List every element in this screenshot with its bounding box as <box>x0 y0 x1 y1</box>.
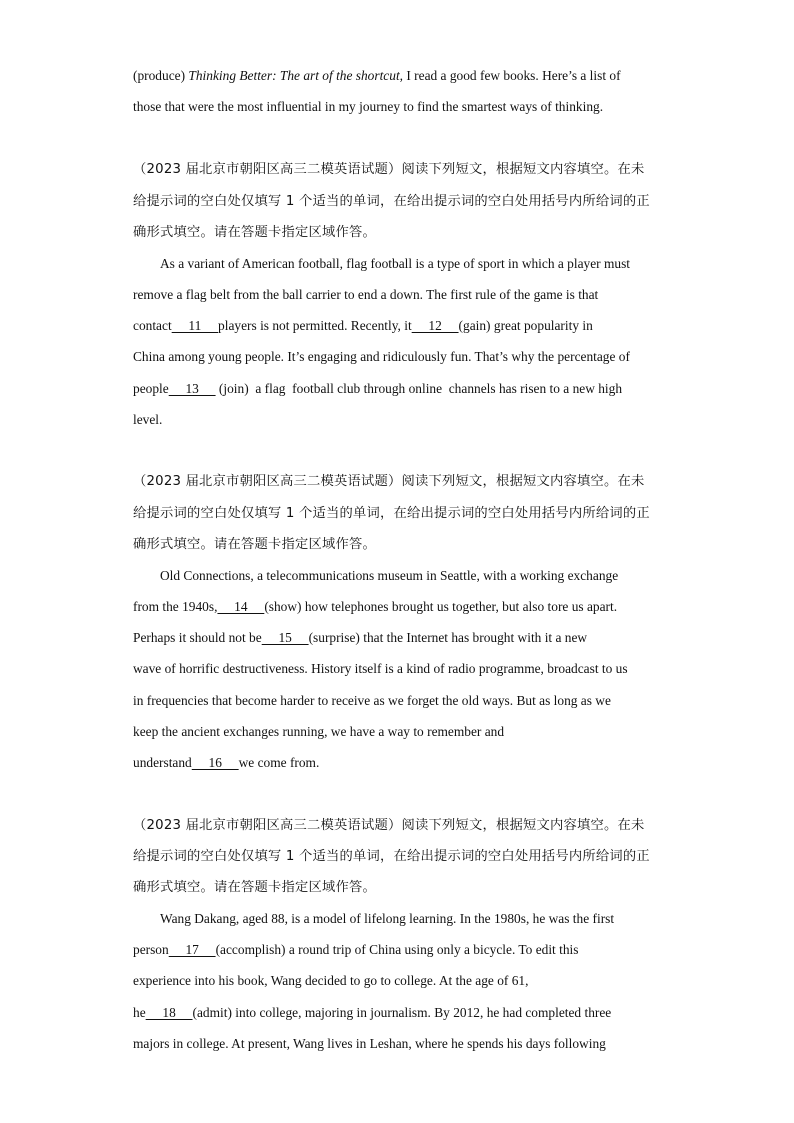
section-2-para-line: wave of horrific destructiveness. History itself is a kind of radio programme, broadcast to us <box>133 661 628 676</box>
text: person <box>133 942 169 957</box>
book-title: Thinking Better: The art of the shortcut, <box>188 68 404 83</box>
text: players is not permitted. Recently, it <box>218 318 412 333</box>
section-2-header-line-3: 确形式填空。请在答题卡指定区域作答。 <box>133 537 376 552</box>
blank-15[interactable]: 15 <box>261 630 309 645</box>
blank-11[interactable]: 11 <box>171 318 219 333</box>
section-3-para-line: majors in college. At present, Wang lives in Leshan, where he spends his days following <box>133 1036 606 1051</box>
section-1-para-line <box>133 318 593 334</box>
intro-text: (produce) <box>133 68 189 83</box>
section-1-header-line-2: 给提示词的空白处仅填写 1 个适当的单词，在给出提示词的空白处用括号内所给词的正 <box>133 194 650 209</box>
section-3-para-line: experience into his book, Wang decided to go to college. At the age of 61, <box>133 973 529 988</box>
section-2-para-line <box>133 755 319 771</box>
section-3-header-line-1: （2023 届北京市朝阳区高三二模英语试题）阅读下列短文，根据短文内容填空。在未 <box>133 818 645 833</box>
section-2-para-line: keep the ancient exchanges running, we have a way to remember and <box>133 724 505 739</box>
text: (surprise) that the Internet has brought with it a new <box>308 630 588 645</box>
blank-17[interactable]: 17 <box>168 942 216 957</box>
section-2-para-line <box>133 630 587 646</box>
intro-line-2: those that were the most influential in my journey to find the smartest ways of thinking. <box>133 99 604 114</box>
section-1-para-line: As a variant of American football, flag football is a type of sport in which a player must <box>160 256 631 271</box>
text: he <box>133 1005 146 1020</box>
blank-16[interactable]: 16 <box>191 755 239 770</box>
section-1-para-line <box>133 381 622 397</box>
blank-14[interactable]: 14 <box>217 599 265 614</box>
section-3-para-line <box>133 942 578 958</box>
text: (join) a flag football club through online channels has risen to a new high <box>215 381 623 396</box>
text: understand <box>133 755 192 770</box>
text: contact <box>133 318 172 333</box>
text: (admit) into college, majoring in journalism. By 2012, he had completed three <box>192 1005 612 1020</box>
section-3-header-line-3: 确形式填空。请在答题卡指定区域作答。 <box>133 880 376 895</box>
blank-13[interactable]: 13 <box>168 381 216 396</box>
section-1-header-line-3: 确形式填空。请在答题卡指定区域作答。 <box>133 225 376 240</box>
intro-text: I read a good few books. Here’s a list of <box>403 68 621 83</box>
text: (gain) great popularity in <box>458 318 593 333</box>
text: we come from. <box>238 755 320 770</box>
text: Perhaps it should not be <box>133 630 262 645</box>
section-1-para-line: level. <box>133 412 163 427</box>
text: (accomplish) a round trip of China using only a bicycle. To edit this <box>215 942 579 957</box>
section-3-para-line: Wang Dakang, aged 88, is a model of lifelong learning. In the 1980s, he was the first <box>160 911 615 926</box>
blank-18[interactable]: 18 <box>145 1005 193 1020</box>
text: (show) how telephones brought us together, but also tore us apart. <box>264 599 618 614</box>
section-2-header-line-2: 给提示词的空白处仅填写 1 个适当的单词，在给出提示词的空白处用括号内所给词的正 <box>133 506 650 521</box>
section-3-header-line-2: 给提示词的空白处仅填写 1 个适当的单词，在给出提示词的空白处用括号内所给词的正 <box>133 849 650 864</box>
section-3-para-line <box>133 1005 611 1021</box>
section-2-para-line: in frequencies that become harder to receive as we forget the old ways. But as long as we <box>133 693 611 708</box>
section-1-para-line: China among young people. It’s engaging and ridiculously fun. That’s why the percentage of <box>133 349 630 364</box>
intro-line-1 <box>133 68 621 84</box>
section-1-para-line: remove a flag belt from the ball carrier to end a down. The first rule of the game is that <box>133 287 599 302</box>
section-2-para-line <box>133 599 617 615</box>
text: people <box>133 381 169 396</box>
text: from the 1940s, <box>133 599 218 614</box>
blank-12[interactable]: 12 <box>411 318 459 333</box>
section-2-header-line-1: （2023 届北京市朝阳区高三二模英语试题）阅读下列短文，根据短文内容填空。在未 <box>133 474 645 489</box>
section-2-para-line: Old Connections, a telecommunications museum in Seattle, with a working exchange <box>160 568 619 583</box>
section-1-header-line-1: （2023 届北京市朝阳区高三二模英语试题）阅读下列短文，根据短文内容填空。在未 <box>133 162 645 177</box>
